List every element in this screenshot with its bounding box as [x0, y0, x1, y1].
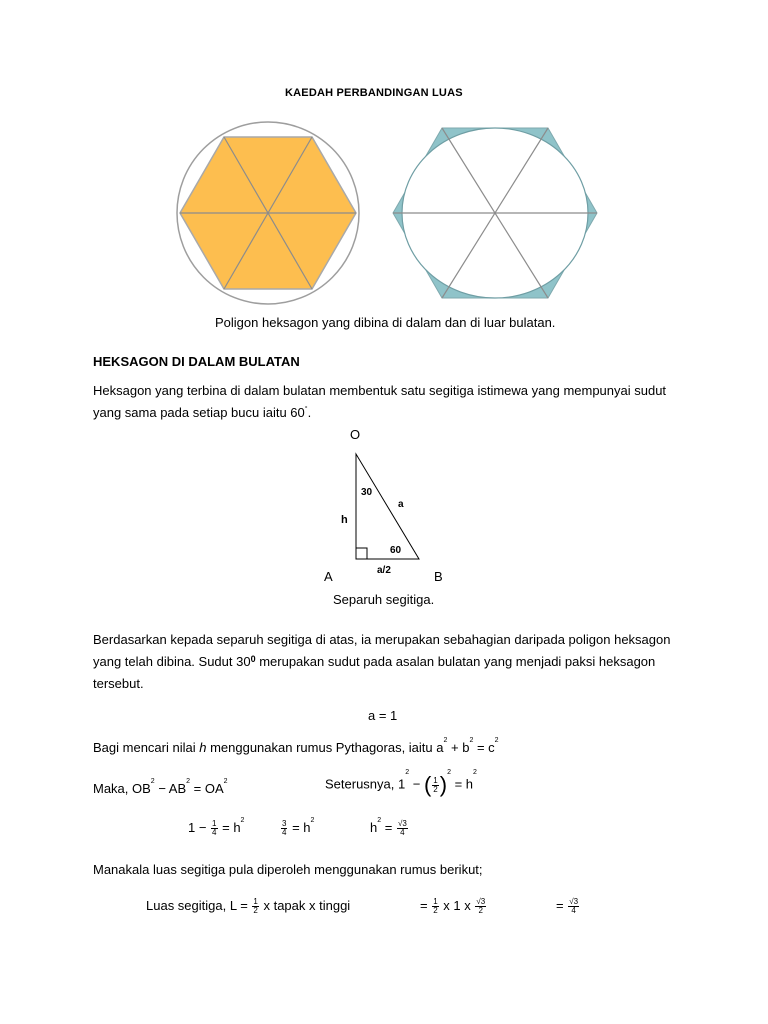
luas-step-2: = $\frac{1}{2}$ x 1 x $\frac{√3}{2}$ [420, 897, 486, 916]
circumscribed-hexagon-diagram [393, 128, 597, 298]
paragraph-line: tersebut. [93, 676, 144, 691]
luas-result: = $\frac{√3}{4}$ [556, 897, 579, 916]
paragraph-explanation [93, 629, 675, 695]
paragraph-line: Heksagon yang terbina di dalam bulatan membentuk satu segitiga istimewa yang mempunyai sudut [93, 383, 667, 398]
half-triangle-diagram [315, 425, 455, 585]
equation-step-3: $h^2$ = $\frac{√3}{4}$ [370, 817, 407, 838]
manakala-line: Manakala luas segitiga pula diperoleh menggunakan rumus berikut; [93, 862, 483, 877]
inscribed-hexagon-diagram [177, 122, 359, 304]
angle-30-label: 30 [361, 487, 373, 498]
a-equals-one: a = 1 [368, 708, 398, 723]
figure-caption: Poligon heksagon yang dibina di dalam dan di luar bulatan. [215, 315, 556, 330]
hexagon-figure [165, 118, 610, 310]
paragraph-line: Berdasarkan kepada separuh segitiga di atas, ia merupakan sebahagian daripada poligon heksagon [93, 632, 671, 647]
angle-60-label: 60 [390, 545, 402, 556]
seterusnya-equation: Seterusnya, $1^2$ − ( $\frac{1}{2}$ )$^2 = h^2$ [325, 769, 477, 797]
paragraph-line: yang sama pada setiap bucu iaitu 60°. [93, 405, 312, 420]
point-o-label: O [350, 427, 361, 442]
triangle-caption: Separuh segitiga. [333, 592, 435, 607]
page-title: KAEDAH PERBANDINGAN LUAS [285, 87, 463, 99]
luas-formula: Luas segitiga, L = $\frac{1}{2}$ x tapak x tinggi [146, 897, 351, 916]
height-h-label: h [341, 514, 348, 526]
equation-step-2: $\frac{3}{4}$ = $h^2$ [282, 817, 315, 838]
paragraph-hexagon-intro [93, 380, 675, 424]
pythagoras-line: Bagi mencari nilai h menggunakan rumus Pythagoras, iaitu $a^2 + b^2 = c^2$ [93, 737, 499, 755]
point-a-label: A [324, 569, 333, 584]
side-a-label: a [398, 499, 404, 510]
point-b-label: B [434, 569, 443, 584]
maka-equation: Maka, $OB^2 - AB^2 = OA^2$ [93, 778, 228, 796]
paragraph-line: yang telah dibina. Sudut $30^0$ merupakan sudut pada asalan bulatan yang menjadi paksi heksagon [93, 654, 656, 669]
section-heading: HEKSAGON DI DALAM BULATAN [93, 354, 300, 369]
base-label: a/2 [377, 565, 391, 576]
equation-step-1: 1 − $\frac{1}{4}$ = $h^2$ [188, 817, 245, 838]
